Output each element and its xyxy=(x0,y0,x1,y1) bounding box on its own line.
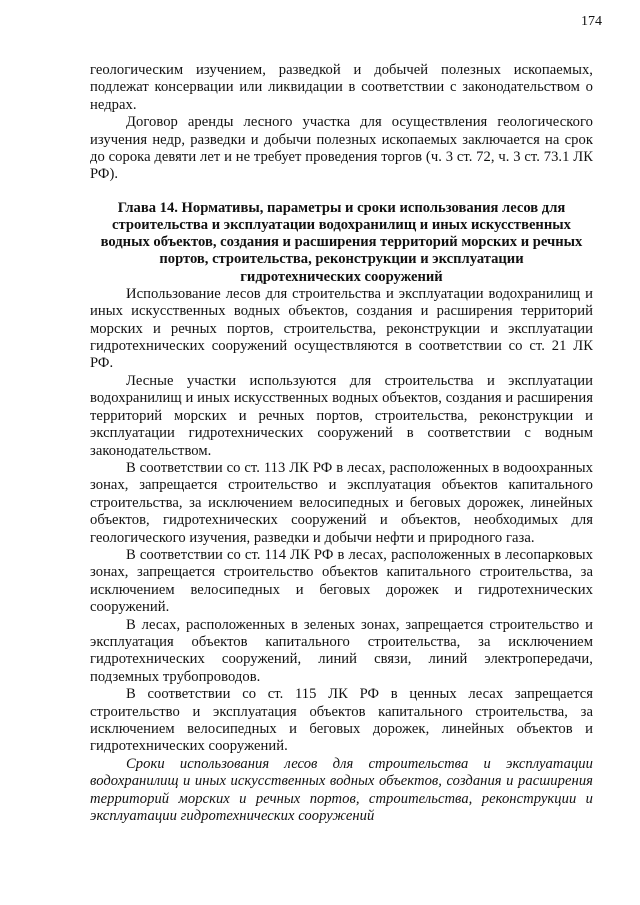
paragraph-usage-terms: Сроки использования лесов для строительства и эксплуатации водохранилищ и иных искусственных водных объектов, создания и расширения территорий морских и речных портов, строительства, реконструкции и эксплуатации гидротехнических сооружений xyxy=(90,755,593,825)
paragraph-lease-agreement: Договор аренды лесного участка для осуществления геологического изучения недр, разведки и добычи полезных ископаемых заключается на срок до сорока девяти лет и не требует проведения торгов (ч. 3 ст. 72, ч. 3 ст. 73.1 ЛК РФ). xyxy=(90,114,593,183)
paragraph-forest-use: Использование лесов для строительства и эксплуатации водохранилищ и иных искусственных водных объектов, создания и расширения территорий морских и речных портов, строительства, реконструкции и эксплуатации гидротехнических сооружений осуществляются в соответствии со ст. 21 ЛК РФ. xyxy=(90,285,593,372)
chapter-title: Глава 14. Нормативы, параметры и сроки использования лесов для строительства и эксплуатации водохранилищ и иных искусственных водных объектов, создания и расширения территорий морских и речных портов, строительства, реконструкции и эксплуатации гидротехнических сооружений xyxy=(100,199,583,285)
paragraph-water-protection-zones: В соответствии со ст. 113 ЛК РФ в лесах, расположенных в водоохранных зонах, запрещается строительство и эксплуатация объектов капитального строительства, за исключением велосипедных и беговых дорожек, линейных объектов, гидротехнических сооружений и объектов, необходимых для геологического изучения, разведки и добычи нефти и природного газа. xyxy=(90,459,593,546)
paragraph-continuation: геологическим изучением, разведкой и добычей полезных ископаемых, подлежат консервации или ликвидации в соответствии с законодательством о недрах. xyxy=(90,62,593,113)
page-number: 174 xyxy=(581,14,602,29)
document-body xyxy=(90,62,593,825)
paragraph-valuable-forests: В соответствии со ст. 115 ЛК РФ в ценных лесах запрещается строительство и эксплуатация объектов капитального строительства, за исключением велосипедных и беговых дорожек, линейных объектов и гидротехнических сооружений. xyxy=(90,686,593,755)
paragraph-forest-park-zones: В соответствии со ст. 114 ЛК РФ в лесах, расположенных в лесопарковых зонах, запрещается строительство объектов капитального строительства, за исключением велосипедных и беговых дорожек и гидротехнических сооружений. xyxy=(90,546,593,616)
paragraph-green-zones: В лесах, расположенных в зеленых зонах, запрещается строительство и эксплуатация объектов капитального строительства, за исключением гидротехнических сооружений, линий связи, линий электропередачи, подземных трубопроводов. xyxy=(90,616,593,685)
paragraph-forest-plots: Лесные участки используются для строительства и эксплуатации водохранилищ и иных искусственных водных объектов, создания и расширения территорий морских и речных портов, строительства, реконструкции и эксплуатации гидротехнических сооружений в соответствии с водным законодательством. xyxy=(90,372,593,459)
